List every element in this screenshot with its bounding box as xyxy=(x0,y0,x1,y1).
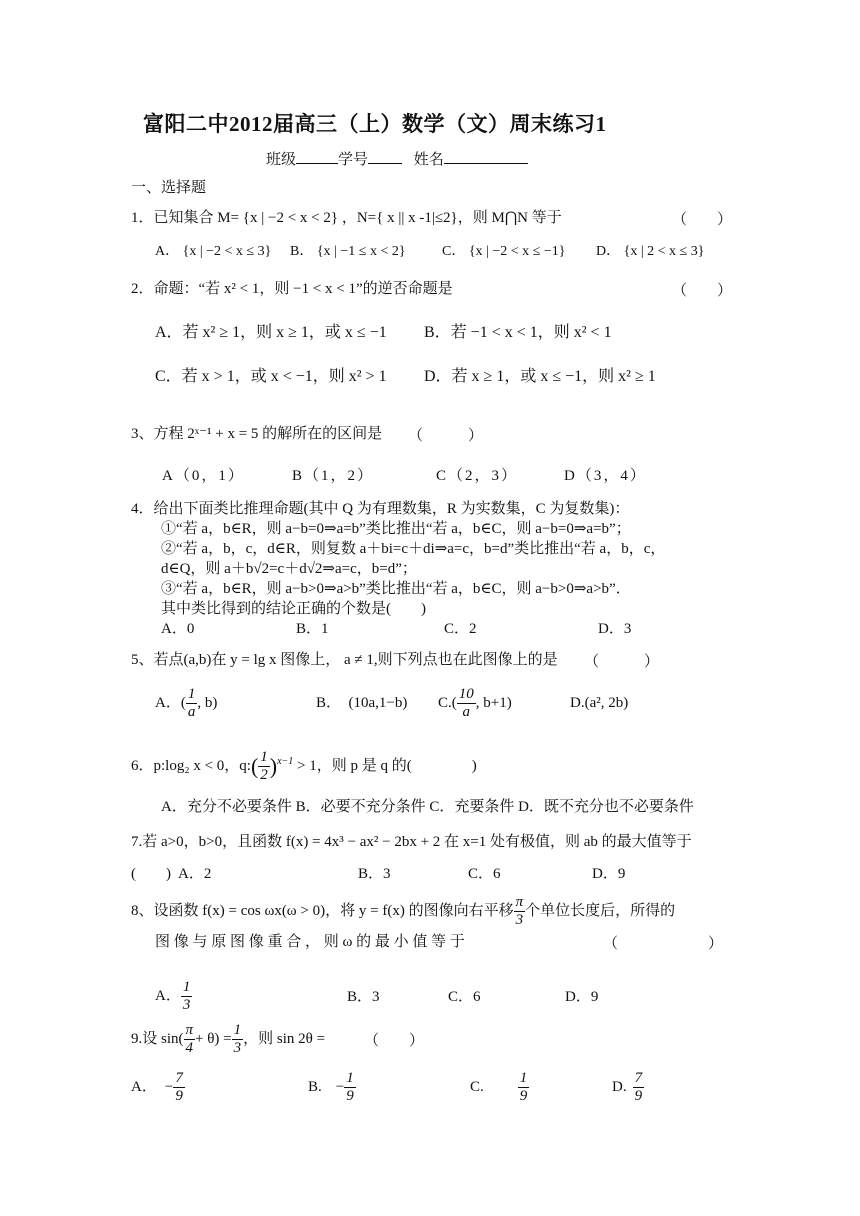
q6-frac-den: 2 xyxy=(260,767,268,784)
q9-option-c[interactable] xyxy=(470,1068,529,1106)
q3-option-c[interactable]: C（2，3） xyxy=(436,468,519,484)
q6-stem-b: > 1，则 p 是 q 的( ) xyxy=(297,758,477,774)
q7-option-c[interactable]: C．6 xyxy=(468,866,501,882)
q7-option-b[interactable]: B．3 xyxy=(358,866,391,882)
q2-answer-paren[interactable]: （ ） xyxy=(672,283,733,299)
name-label: 姓名 xyxy=(413,152,444,168)
q4-line-2a: ②“若 a，b，c，d∈R，则复数 a＋bi=c＋di⇒a=c，b=d”类比推出“若 a，b，c， xyxy=(161,541,666,557)
q9-option-a-fraction xyxy=(173,1070,185,1105)
q9-option-a-den: 9 xyxy=(175,1088,183,1105)
q6-fraction xyxy=(258,749,270,784)
q5-option-c-tail: , b+1) xyxy=(475,695,512,711)
q8-frac-den: 3 xyxy=(515,912,524,929)
q4-option-d[interactable]: D．3 xyxy=(598,621,632,637)
q8-option-a-fraction xyxy=(181,979,193,1014)
q5-option-a[interactable]: A．( $\frac{1}{a}$ , b) xyxy=(155,686,218,721)
q9-stem-b: + θ) = xyxy=(195,1031,232,1047)
q9-frac-den: 4 xyxy=(185,1040,194,1057)
class-label: 班级 xyxy=(266,152,297,168)
q2-option-c[interactable]: C．若 x > 1，或 x < −1，则 x² > 1 xyxy=(155,368,387,385)
q9-stem-c: ，则 sin 2θ = xyxy=(243,1031,326,1047)
id-blank[interactable] xyxy=(368,148,402,164)
q5-answer-paren[interactable]: （ ） xyxy=(584,654,660,670)
q3-option-a[interactable]: A（0，1） xyxy=(162,468,245,484)
q5-option-a-tail: , b) xyxy=(197,695,218,711)
id-label: 学号 xyxy=(338,152,369,168)
q9-option-b-label: B. xyxy=(308,1079,322,1095)
q4-line-2b: d∈Q，则 a＋b√2=c＋d√2⇒a=c，b=d”； xyxy=(161,561,417,577)
q7-option-d[interactable]: D．9 xyxy=(592,866,626,882)
q5-option-c-fraction xyxy=(457,686,476,721)
q6-frac-num: 1 xyxy=(260,749,268,766)
q8-line-2: 图 像 与 原 图 像 重 合 ， 则 ω 的 最 小 值 等 于 xyxy=(155,934,465,950)
q3-stem: 3、方程 2ˣ⁻¹ + x = 5 的解所在的区间是 xyxy=(131,426,383,442)
q9-stem xyxy=(131,1020,325,1058)
q9-fraction-angle xyxy=(184,1022,196,1057)
q1-option-c[interactable]: C． {x | −2 < x ≤ −1} xyxy=(442,244,566,259)
q8-option-b[interactable]: B．3 xyxy=(347,989,380,1005)
q5-option-b[interactable]: B． (10a,1−b) xyxy=(316,695,408,711)
q9-option-d-fraction xyxy=(633,1070,645,1105)
q4-stem: 4．给出下面类比推理命题(其中 Q 为有理数集，R 为实数集，C 为复数集)： xyxy=(131,501,630,517)
q9-option-b-sign: − xyxy=(335,1079,345,1095)
q4-option-c[interactable]: C．2 xyxy=(444,621,477,637)
q9-option-c-label: C. xyxy=(470,1079,484,1095)
q9-frac-num: π xyxy=(185,1022,194,1039)
q8-option-d[interactable]: D．9 xyxy=(565,989,599,1005)
q9-option-b[interactable] xyxy=(308,1068,356,1106)
q9-option-b-num: 1 xyxy=(346,1070,354,1087)
student-info xyxy=(266,148,528,170)
class-blank[interactable] xyxy=(296,148,338,164)
q2-option-d[interactable]: D．若 x ≥ 1，或 x ≤ −1，则 x² ≥ 1 xyxy=(424,368,656,385)
q8-stem-a: 8、设函数 f(x) = cos ωx(ω > 0)，将 y = f(x) 的图像向右平移 xyxy=(131,903,514,919)
q3-option-d[interactable]: D（3，4） xyxy=(564,468,647,484)
q3-option-b[interactable]: B（1，2） xyxy=(292,468,375,484)
q5-option-a-den: a xyxy=(187,704,196,721)
q8-option-a-den: 3 xyxy=(182,997,191,1014)
q6-stem-a: 6．p:log₂ x < 0，q: xyxy=(131,758,251,774)
q8-stem-b: 个单位长度后，所得的 xyxy=(525,903,676,919)
q2-stem: 2．命题：“若 x² < 1，则 −1 < x < 1”的逆否命题是 xyxy=(131,281,453,297)
q4-line-1: ①“若 a，b∈R，则 a−b=0⇒a=b”类比推出“若 a，b∈C，则 a−b=0⇒a=b”； xyxy=(161,521,631,537)
q9-fraction-rhs xyxy=(232,1022,244,1057)
q4-line-4: 其中类比得到的结论正确的个数是( ) xyxy=(161,601,426,617)
q8-option-a[interactable] xyxy=(155,978,192,1014)
q8-option-a-num: 1 xyxy=(182,979,191,996)
q9-option-d[interactable] xyxy=(612,1068,644,1106)
q5-option-a-num: 1 xyxy=(187,686,196,703)
q1-stem: 1．已知集合 M= {x | −2 < x < 2} ，N={ x || x -1|≤2}，则 M⋂N 等于 xyxy=(131,210,562,226)
q1-option-d[interactable]: D． {x | 2 < x ≤ 3} xyxy=(596,244,705,259)
q5-option-c[interactable] xyxy=(438,686,512,721)
name-blank[interactable] xyxy=(444,148,528,164)
q9-option-d-label: D. xyxy=(612,1079,627,1095)
q6-options[interactable]: A．充分不必要条件 B．必要不充分条件 C．充要条件 D．既不充分也不必要条件 xyxy=(161,799,694,815)
q9-rhs-den: 3 xyxy=(233,1040,242,1057)
q9-option-d-num: 7 xyxy=(634,1070,643,1087)
q9-stem-a: 9.设 sin( xyxy=(131,1031,184,1047)
q5-option-c-prefix: C.( xyxy=(438,695,457,711)
q9-option-b-den: 9 xyxy=(346,1088,354,1105)
q5-option-a-prefix: A． xyxy=(155,695,181,711)
q6-stem: 6．p:log₂ x < 0，q:( $\frac{1}{2}$ )$^{x-1}$ > 1，则 p 是 q 的( ) xyxy=(131,749,477,784)
q9-option-c-num: 1 xyxy=(519,1070,528,1087)
page-title: 富阳二中2012届高三（上）数学（文）周末练习1 xyxy=(143,112,607,136)
q8-option-c[interactable]: C．6 xyxy=(448,989,481,1005)
q9-option-a[interactable] xyxy=(131,1068,185,1106)
q4-line-3: ③“若 a，b∈R，则 a−b>0⇒a>b”类比推出“若 a，b∈C，则 a−b>0⇒a>b”． xyxy=(161,581,631,597)
q9-option-c-den: 9 xyxy=(519,1088,528,1105)
q5-stem: 5、若点(a,b)在 y = lg x 图像上， a ≠ 1,则下列点也在此图像上的是 xyxy=(131,652,558,668)
q6-exponent: x−1 xyxy=(277,756,294,767)
q5-option-c-den: a xyxy=(462,704,470,721)
q7-answer-paren[interactable]: ( ) xyxy=(131,866,171,882)
q3-answer-paren[interactable]: （ ） xyxy=(408,428,484,444)
q5-option-a-fraction xyxy=(186,686,198,721)
q8-fraction xyxy=(514,894,526,929)
q4-option-a[interactable]: A．0 xyxy=(161,621,195,637)
q8-frac-num: π xyxy=(515,894,524,911)
q9-option-a-num: 7 xyxy=(175,1070,183,1087)
q1-option-b[interactable]: B． {x | −1 ≤ x < 2} xyxy=(290,244,406,259)
q5-option-c-num: 10 xyxy=(458,686,474,703)
q4-option-b[interactable]: B．1 xyxy=(296,621,329,637)
q9-option-a-sign: − xyxy=(164,1079,174,1095)
q1-answer-paren[interactable]: （ ） xyxy=(672,212,733,228)
q9-answer-paren[interactable]: （ ） xyxy=(364,1033,425,1049)
q2-option-a[interactable]: A．若 x² ≥ 1，则 x ≥ 1，或 x ≤ −1 xyxy=(155,324,387,341)
q8-option-a-prefix: A． xyxy=(155,988,181,1004)
q7-option-a[interactable]: A．2 xyxy=(178,866,212,882)
q2-option-b[interactable]: B．若 −1 < x < 1，则 x² < 1 xyxy=(424,324,612,341)
q5-option-d[interactable]: D.(a², 2b) xyxy=(570,695,629,711)
q9-option-c-fraction xyxy=(518,1070,530,1105)
q1-option-a[interactable]: A． {x | −2 < x ≤ 3} xyxy=(155,244,272,259)
q9-option-b-fraction xyxy=(344,1070,356,1105)
q7-stem: 7.若 a>0，b>0，且函数 f(x) = 4x³ − ax² − 2bx + 2 在 x=1 处有极值，则 ab 的最大值等于 xyxy=(131,834,692,850)
q8-answer-paren[interactable]: （ ） xyxy=(603,936,724,952)
q9-option-d-den: 9 xyxy=(634,1088,643,1105)
section-heading: 一、选择题 xyxy=(131,180,207,196)
q9-option-a-label: A． xyxy=(131,1079,157,1095)
q8-stem xyxy=(131,891,675,931)
q9-rhs-num: 1 xyxy=(233,1022,242,1039)
